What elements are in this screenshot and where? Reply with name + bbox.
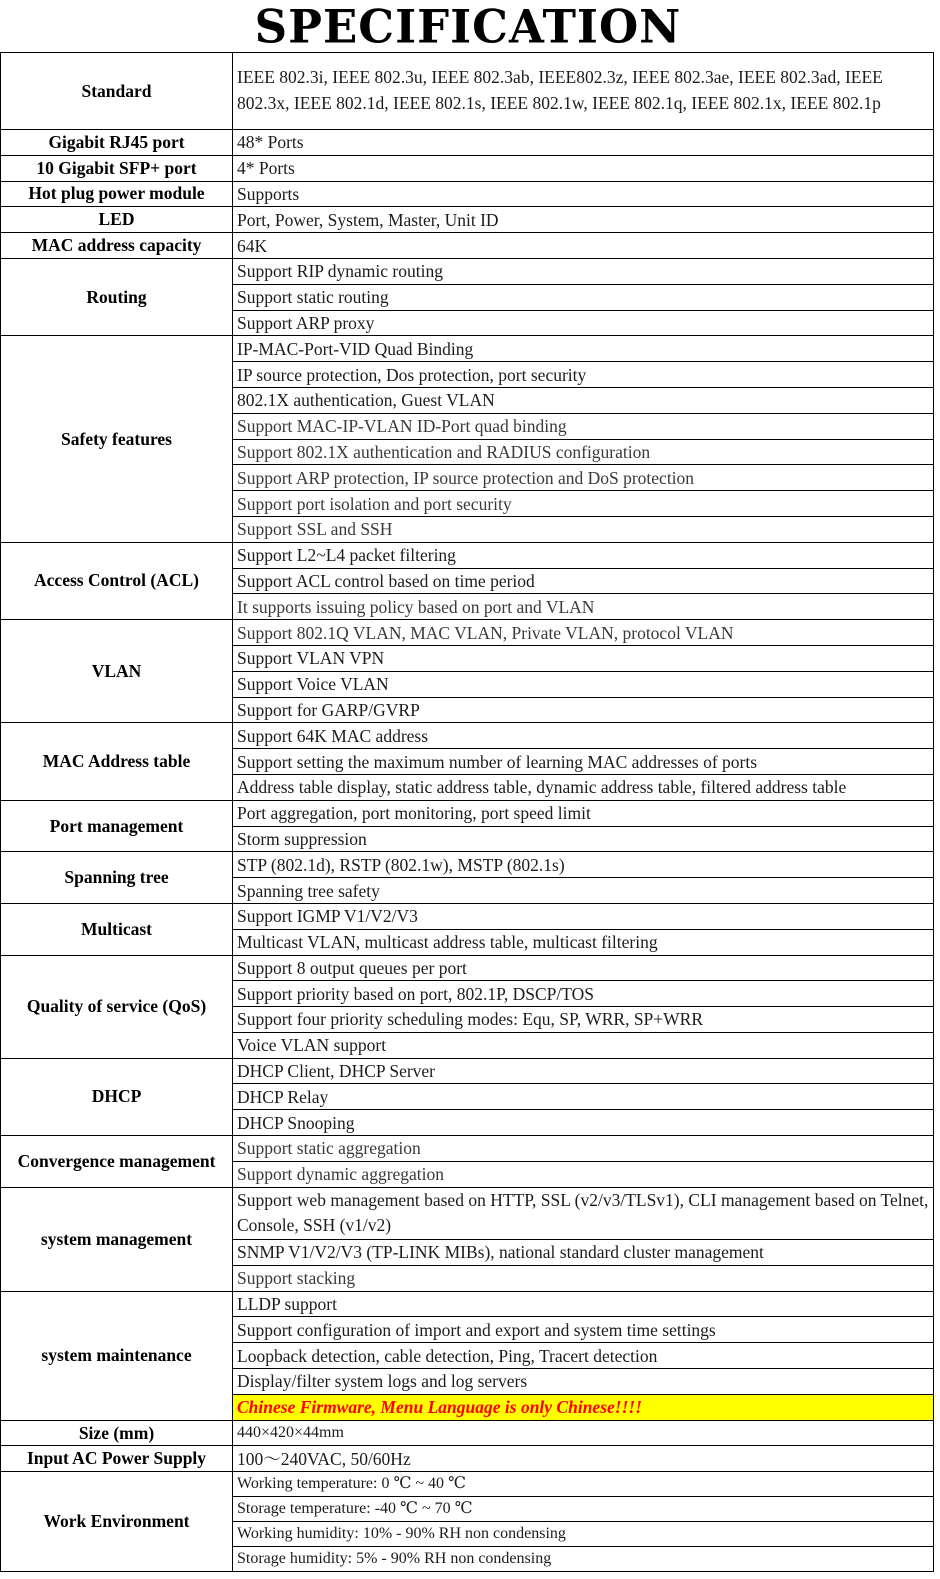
spec-value: Support ACL control based on time period [233,568,934,594]
spec-value: Support L2~L4 packet filtering [233,542,934,568]
spec-value: Support configuration of import and export and system time settings [233,1317,934,1343]
spec-value: Loopback detection, cable detection, Ping, Tracert detection [233,1343,934,1369]
spec-row [1,1187,934,1239]
spec-value: Support port isolation and port security [233,491,934,517]
spec-value: Storage temperature: -40 ℃ ~ 70 ℃ [233,1497,934,1522]
spec-label-mac-address-table: MAC Address table [1,723,233,800]
spec-value: It supports issuing policy based on port and VLAN [233,594,934,620]
spec-label-mac-address-capacity: MAC address capacity [1,233,233,259]
spec-row [1,53,934,130]
spec-row [1,1472,934,1497]
spec-value: STP (802.1d), RSTP (802.1w), MSTP (802.1s) [233,852,934,878]
spec-label-safety-features: Safety features [1,336,233,542]
spec-value: Storage humidity: 5% - 90% RH non condensing [233,1547,934,1572]
spec-label-system-maintenance: system maintenance [1,1291,233,1420]
spec-row [1,155,934,181]
spec-row [1,181,934,207]
spec-row [1,1058,934,1084]
spec-value: 802.1X authentication, Guest VLAN [233,387,934,413]
spec-row [1,130,934,156]
spec-label-vlan: VLAN [1,620,233,723]
spec-value: Supports [233,181,934,207]
spec-value: Spanning tree safety [233,878,934,904]
spec-value: DHCP Client, DHCP Server [233,1058,934,1084]
spec-value: Support 802.1Q VLAN, MAC VLAN, Private VLAN, protocol VLAN [233,620,934,646]
spec-value: Display/filter system logs and log servers [233,1369,934,1395]
spec-value: Support web management based on HTTP, SSL (v2/v3/TLSv1), CLI management based on Telnet, Console, SSH (v1/v2) [233,1187,934,1239]
spec-value: IEEE 802.3i, IEEE 802.3u, IEEE 802.3ab, IEEE802.3z, IEEE 802.3ae, IEEE 802.3ad, IEEE 802.3x, IEEE 802.1d, IEEE 802.1s, IEEE 802.1w, IEEE 802.1q, IEEE 802.1x, IEEE 802.1p [233,53,934,130]
spec-label-standard: Standard [1,53,233,130]
spec-label-convergence-management: Convergence management [1,1136,233,1188]
spec-label-dhcp: DHCP [1,1058,233,1135]
spec-value: 48* Ports [233,130,934,156]
spec-value: Support MAC-IP-VLAN ID-Port quad binding [233,413,934,439]
spec-value: Support stacking [233,1265,934,1291]
spec-label-multicast: Multicast [1,903,233,955]
spec-label-port-management: Port management [1,800,233,852]
spec-label-size-mm: Size (mm) [1,1420,233,1446]
spec-row [1,723,934,749]
spec-value: Support 64K MAC address [233,723,934,749]
spec-row [1,852,934,878]
firmware-warning: Chinese Firmware, Menu Language is only Chinese!!!! [233,1394,934,1420]
spec-value: Support SSL and SSH [233,516,934,542]
spec-label-routing: Routing [1,258,233,335]
spec-label-10-gigabit-sfp-port: 10 Gigabit SFP+ port [1,155,233,181]
spec-value: Support 802.1X authentication and RADIUS configuration [233,439,934,465]
spec-value: SNMP V1/V2/V3 (TP-LINK MIBs), national standard cluster management [233,1240,934,1266]
spec-value: Support VLAN VPN [233,645,934,671]
spec-row [1,903,934,929]
spec-value: Support priority based on port, 802.1P, DSCP/TOS [233,981,934,1007]
spec-value: 4* Ports [233,155,934,181]
spec-value: LLDP support [233,1291,934,1317]
spec-value: Port aggregation, port monitoring, port speed limit [233,800,934,826]
spec-row [1,800,934,826]
spec-label-gigabit-rj45-port: Gigabit RJ45 port [1,130,233,156]
spec-value: IP source protection, Dos protection, port security [233,362,934,388]
spec-value: Support dynamic aggregation [233,1161,934,1187]
spec-value: Storm suppression [233,826,934,852]
spec-row [1,620,934,646]
spec-value: Voice VLAN support [233,1032,934,1058]
spec-value: Port, Power, System, Master, Unit ID [233,207,934,233]
spec-row [1,336,934,362]
spec-value: DHCP Relay [233,1084,934,1110]
spec-value: Support ARP proxy [233,310,934,336]
spec-label-quality-of-service-qos: Quality of service (QoS) [1,955,233,1058]
spec-label-spanning-tree: Spanning tree [1,852,233,904]
spec-label-access-control-acl: Access Control (ACL) [1,542,233,619]
spec-row [1,1291,934,1317]
spec-value: DHCP Snooping [233,1110,934,1136]
spec-row [1,207,934,233]
spec-value: Support setting the maximum number of learning MAC addresses of ports [233,749,934,775]
spec-value: Working humidity: 10% - 90% RH non condensing [233,1522,934,1547]
spec-label-led: LED [1,207,233,233]
page-title: SPECIFICATION [254,0,682,54]
spec-value: Working temperature: 0 ℃ ~ 40 ℃ [233,1472,934,1497]
spec-row [1,1446,934,1472]
spec-value: Support ARP protection, IP source protection and DoS protection [233,465,934,491]
spec-value: Support Voice VLAN [233,671,934,697]
spec-value: 440×420×44mm [233,1420,934,1446]
spec-value: Support 8 output queues per port [233,955,934,981]
spec-value: Support RIP dynamic routing [233,258,934,284]
spec-label-work-environment: Work Environment [1,1472,233,1572]
spec-label-system-management: system management [1,1187,233,1291]
spec-value: 64K [233,233,934,259]
specification-table [0,52,934,1572]
spec-row [1,258,934,284]
spec-value: Address table display, static address table, dynamic address table, filtered address table [233,774,934,800]
spec-value: 100～240VAC, 50/60Hz [233,1446,934,1472]
spec-value: IP-MAC-Port-VID Quad Binding [233,336,934,362]
spec-row [1,1420,934,1446]
spec-value: Support static routing [233,284,934,310]
spec-row [1,955,934,981]
spec-row [1,542,934,568]
spec-value: Support static aggregation [233,1136,934,1162]
spec-value: Multicast VLAN, multicast address table, multicast filtering [233,929,934,955]
spec-row [1,1136,934,1162]
spec-value: Support for GARP/GVRP [233,697,934,723]
spec-row [1,233,934,259]
spec-value: Support four priority scheduling modes: Equ, SP, WRR, SP+WRR [233,1007,934,1033]
spec-label-input-ac-power-supply: Input AC Power Supply [1,1446,233,1472]
spec-label-hot-plug-power-module: Hot plug power module [1,181,233,207]
spec-value: Support IGMP V1/V2/V3 [233,903,934,929]
